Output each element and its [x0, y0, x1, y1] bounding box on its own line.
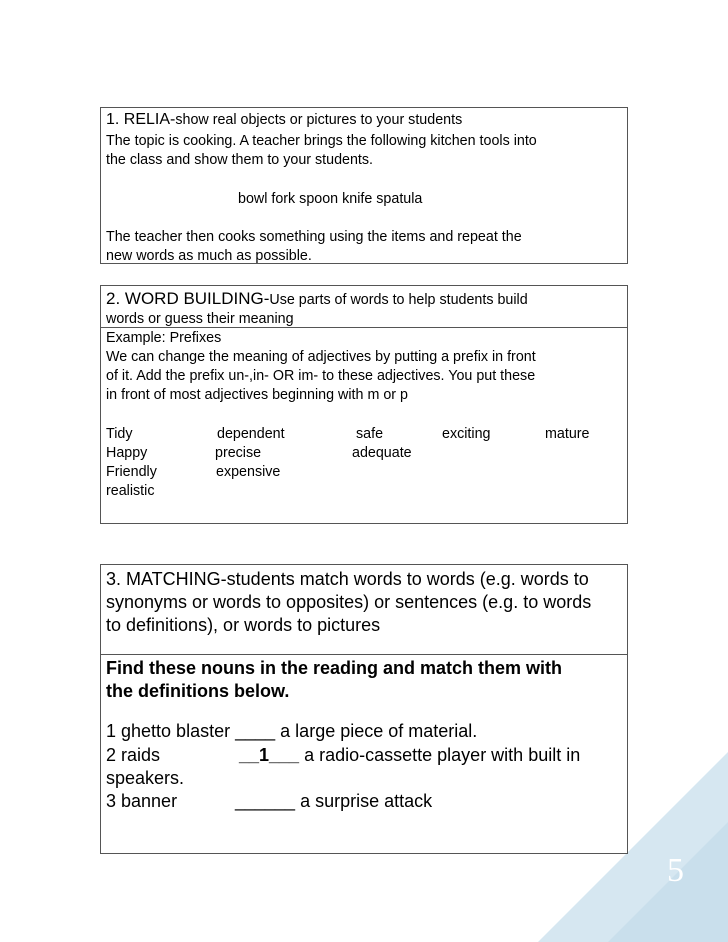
- section-relia-heading: [106, 111, 462, 129]
- section-relia: [100, 107, 628, 264]
- word-cell: expensive: [216, 464, 281, 480]
- example-label: Example: Prefixes: [106, 330, 222, 346]
- word-cell: exciting: [442, 426, 491, 442]
- section-divider: [101, 327, 627, 328]
- word-cell: Friendly: [106, 464, 157, 480]
- matching-heading-line: synonyms or words to opposites) or sentences (e.g. to words: [106, 592, 592, 612]
- match-term: 1 ghetto blaster: [106, 721, 231, 741]
- section-word-building: [100, 285, 628, 524]
- section-divider: [101, 654, 627, 655]
- relia-line: new words as much as possible.: [106, 248, 312, 264]
- word-cell: precise: [215, 445, 262, 461]
- match-blank: __1___: [239, 745, 300, 765]
- word-building-line: of it. Add the prefix un-,in- OR im- to these adjectives. You put these: [106, 368, 536, 384]
- heading-title: 2. WORD BUILDING-: [106, 289, 270, 308]
- kitchen-tools-list: bowl fork spoon knife spatula: [238, 191, 423, 207]
- match-definition: a radio-cassette player with built in: [304, 745, 581, 765]
- match-item: [106, 791, 432, 812]
- matching-instruction: Find these nouns in the reading and match them with: [106, 658, 563, 678]
- match-term: 3 banner: [106, 791, 178, 811]
- matching-instruction: the definitions below.: [106, 681, 290, 701]
- word-cell: adequate: [352, 445, 412, 461]
- word-building-line: in front of most adjectives beginning with m or p: [106, 387, 408, 403]
- heading-desc-line2: words or guess their meaning: [106, 311, 294, 327]
- heading-desc: show real objects or pictures to your students: [175, 112, 463, 128]
- matching-heading-line: to definitions), or words to pictures: [106, 615, 381, 635]
- section-matching: [100, 564, 628, 854]
- word-cell: safe: [356, 426, 384, 442]
- match-item: [106, 721, 477, 742]
- word-building-line: We can change the meaning of adjectives by putting a prefix in front: [106, 349, 536, 365]
- matching-heading-line: 3. MATCHING-students match words to words (e.g. words to: [106, 569, 589, 589]
- page-number: 5: [667, 852, 684, 889]
- match-blank: ______: [235, 791, 296, 811]
- word-cell: Tidy: [106, 426, 133, 442]
- heading-title: 1. RELIA-: [106, 111, 176, 128]
- match-blank: ____: [235, 721, 276, 741]
- match-item: [106, 745, 580, 766]
- relia-line: The topic is cooking. A teacher brings the following kitchen tools into: [106, 133, 537, 149]
- match-term: 2 raids: [106, 745, 161, 765]
- match-definition: a large piece of material.: [280, 721, 478, 741]
- heading-desc: Use parts of words to help students build: [269, 292, 528, 308]
- word-cell: realistic: [106, 483, 155, 499]
- word-cell: dependent: [217, 426, 285, 442]
- relia-line: The teacher then cooks something using the items and repeat the: [106, 229, 522, 245]
- match-definition: a surprise attack: [300, 791, 433, 811]
- match-item-continuation: speakers.: [106, 768, 185, 788]
- relia-line: the class and show them to your students.: [106, 152, 374, 168]
- section-word-building-heading: [106, 289, 528, 309]
- word-cell: mature: [545, 426, 590, 442]
- word-cell: Happy: [106, 445, 148, 461]
